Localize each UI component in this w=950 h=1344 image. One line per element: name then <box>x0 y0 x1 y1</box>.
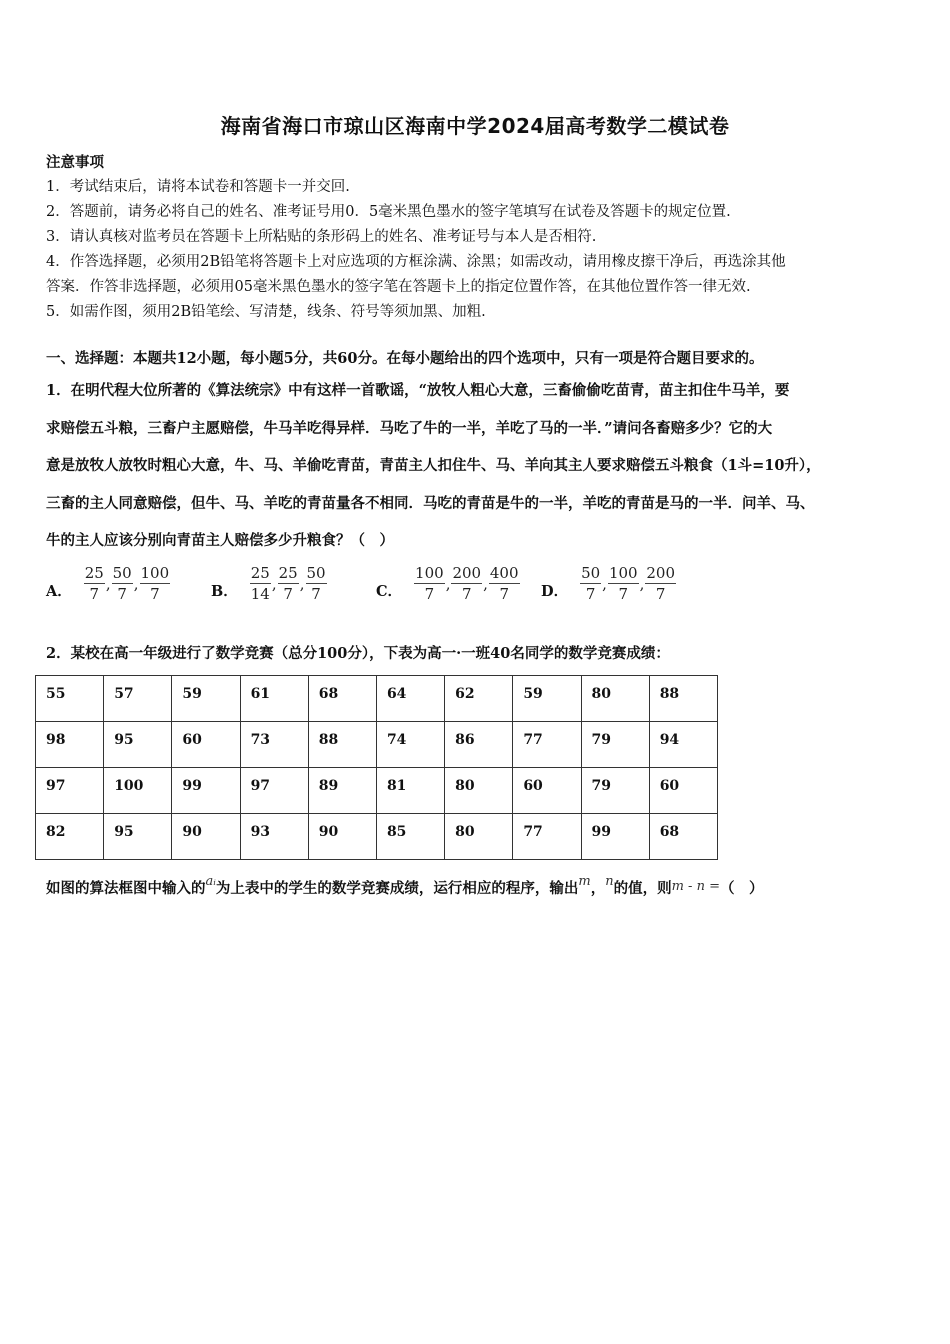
notice-item: 答案．作答非选择题，必须用05毫米黑色墨水的签字笔在答题卡上的指定位置作答，在其他位置作答一律无效. <box>46 279 751 295</box>
question-2-intro: 2．某校在高一年级进行了数学竞赛（总分100分），下表为高一·一班40名同学的数学竞赛成绩： <box>46 645 670 662</box>
fraction <box>451 563 482 604</box>
denominator: 7 <box>499 584 509 603</box>
table-cell: 68 <box>308 676 376 722</box>
question-1-line: 牛的主人应该分别向青苗主人赔偿多少升粮食？（ ） <box>46 532 394 549</box>
table-cell: 88 <box>649 676 717 722</box>
denominator: 7 <box>655 584 666 603</box>
table-cell: 60 <box>172 722 240 768</box>
question-2-text-part: 为上表中的学生的数学竞赛成绩，运行相应的程序，输出 <box>215 880 579 897</box>
math-variable-a: aᵢ <box>205 874 216 889</box>
option-letter: B． <box>211 582 238 600</box>
numerator: 400 <box>489 563 519 582</box>
table-cell: 60 <box>649 768 717 814</box>
table-cell: 79 <box>581 722 649 768</box>
question-1-line: 意是放牧人放牧时粗心大意，牛、马、羊偷吃青苗，青苗主人扣住牛、马、羊向其主人要求赔偿五斗粮食（1斗=10升）， <box>46 457 821 474</box>
scores-table <box>35 675 718 860</box>
denominator: 7 <box>283 584 293 603</box>
numerator: 100 <box>608 563 638 582</box>
numerator: 25 <box>278 563 298 582</box>
math-variable-n: n <box>605 874 614 889</box>
math-expression: m - n = <box>671 879 720 894</box>
notice-item: 4．作答选择题，必须用2B铅笔将答题卡上对应选项的方框涂满、涂黑；如需改动，请用橡皮擦干净后，再选涂其他 <box>46 254 786 270</box>
numerator: 25 <box>250 563 270 582</box>
table-cell: 60 <box>513 768 581 814</box>
notice-heading: 注意事项 <box>46 154 104 171</box>
question-1-line: 求赔偿五斗粮，三畜户主愿赔偿，牛马羊吃得异样．马吃了牛的一半，羊吃了马的一半．”请问各畜赔多少？它的大 <box>46 419 773 437</box>
table-cell: 98 <box>36 722 104 768</box>
table-cell: 95 <box>104 722 172 768</box>
table-row <box>36 768 718 814</box>
table-cell: 62 <box>445 676 513 722</box>
numerator: 100 <box>415 563 444 582</box>
denominator: 7 <box>117 584 127 603</box>
denominator: 7 <box>462 584 472 603</box>
option-letter: C． <box>376 582 403 600</box>
denominator: 7 <box>618 584 629 603</box>
table-cell: 100 <box>104 768 172 814</box>
question-2-text <box>46 874 926 898</box>
notice-item: 1．考试结束后，请将本试卷和答题卡一并交回. <box>46 179 350 195</box>
question-2-text-part: 的值，则 <box>613 880 672 897</box>
table-cell: 61 <box>240 676 308 722</box>
table-cell: 64 <box>376 676 444 722</box>
fraction <box>250 563 271 604</box>
fraction <box>489 563 520 604</box>
question-2-text-part: 如图的算法框图中输入的 <box>46 880 206 897</box>
fraction <box>306 563 327 604</box>
denominator: 7 <box>311 584 321 603</box>
table-cell: 73 <box>240 722 308 768</box>
numerator: 200 <box>452 563 482 582</box>
table-cell: 86 <box>445 722 513 768</box>
fraction <box>112 563 133 604</box>
option-d[interactable]: D． $\frac{50}{7}$ , $\frac{100}{7}$ , $\frac{200}{7}$ <box>541 563 676 603</box>
question-2-text-part: （ ） <box>719 880 764 897</box>
table-cell: 99 <box>172 768 240 814</box>
option-c[interactable]: C． $\frac{100}{7}$ , $\frac{200}{7}$ , $\frac{400}{7}$ <box>376 563 519 603</box>
denominator: 7 <box>150 584 160 603</box>
page-title: 海南省海口市琼山区海南中学2024届高考数学二模试卷 <box>220 114 730 138</box>
notice-item: 5．如需作图，须用2B铅笔绘、写清楚，线条、符号等须加黑、加粗. <box>46 304 486 320</box>
option-b[interactable]: B． $\frac{25}{14}$ , $\frac{25}{7}$ , $\frac{50}{7}$ <box>211 563 326 603</box>
fraction <box>580 563 601 604</box>
fraction <box>278 563 299 604</box>
math-variable-m: m <box>578 874 591 889</box>
denominator: 7 <box>89 584 100 603</box>
numerator: 50 <box>306 563 326 582</box>
question-2-text-part: ， <box>590 880 606 897</box>
table-cell: 80 <box>581 676 649 722</box>
numerator: 100 <box>140 563 170 582</box>
numerator: 50 <box>112 563 132 582</box>
question-1-line: 1．在明代程大位所著的《算法统宗》中有这样一首歌谣，“放牧人粗心大意，三畜偷偷吃苗青，苗主扣住牛马羊，要 <box>46 382 790 399</box>
table-cell: 77 <box>513 722 581 768</box>
table-cell: 97 <box>240 768 308 814</box>
table-cell: 80 <box>445 814 513 860</box>
notice-item: 3．请认真核对监考员在答题卡上所粘贴的条形码上的姓名、准考证号与本人是否相符. <box>46 229 597 245</box>
fraction <box>414 563 445 604</box>
numerator: 200 <box>646 563 676 582</box>
table-cell: 77 <box>513 814 581 860</box>
fraction <box>608 563 639 604</box>
question-1 <box>46 372 916 560</box>
table-row <box>36 722 718 768</box>
numerator: 25 <box>84 563 104 582</box>
table-row <box>36 676 718 722</box>
table-cell: 81 <box>376 768 444 814</box>
question-1-options <box>46 558 916 608</box>
denominator: 14 <box>250 584 270 603</box>
table-row <box>36 814 718 860</box>
notice-item: 2．答题前，请务必将自己的姓名、准考证号用0．5毫米黑色墨水的签字笔填写在试卷及答题卡的规定位置. <box>46 204 731 220</box>
option-letter: D． <box>541 582 569 600</box>
section-heading: 一、选择题：本题共12小题，每小题5分，共60分。在每小题给出的四个选项中，只有一项是符合题目要求的。 <box>46 350 764 367</box>
fraction <box>645 563 676 604</box>
table-cell: 94 <box>649 722 717 768</box>
table-cell: 59 <box>172 676 240 722</box>
table-cell: 59 <box>513 676 581 722</box>
table-cell: 97 <box>36 768 104 814</box>
table-cell: 82 <box>36 814 104 860</box>
table-cell: 68 <box>649 814 717 860</box>
table-cell: 99 <box>581 814 649 860</box>
table-cell: 85 <box>376 814 444 860</box>
numerator: 50 <box>581 563 601 582</box>
table-cell: 55 <box>36 676 104 722</box>
table-cell: 74 <box>376 722 444 768</box>
option-letter: A． <box>46 582 72 600</box>
table-cell: 93 <box>240 814 308 860</box>
denominator: 7 <box>424 584 435 603</box>
fraction <box>140 563 171 604</box>
table-cell: 89 <box>308 768 376 814</box>
notice-block <box>46 150 916 325</box>
question-1-line: 三畜的主人同意赔偿，但牛、马、羊吃的青苗量各不相同．马吃的青苗是牛的一半，羊吃的青苗是马的一半．问羊、马、 <box>46 494 815 512</box>
table-cell: 57 <box>104 676 172 722</box>
option-a[interactable]: A． $\frac{25}{7}$ , $\frac{50}{7}$ , $\frac{100}{7}$ <box>46 563 170 603</box>
table-cell: 88 <box>308 722 376 768</box>
table-cell: 79 <box>581 768 649 814</box>
table-cell: 90 <box>308 814 376 860</box>
fraction <box>84 563 105 604</box>
table-cell: 95 <box>104 814 172 860</box>
table-cell: 80 <box>445 768 513 814</box>
table-cell: 90 <box>172 814 240 860</box>
denominator: 7 <box>585 584 596 603</box>
